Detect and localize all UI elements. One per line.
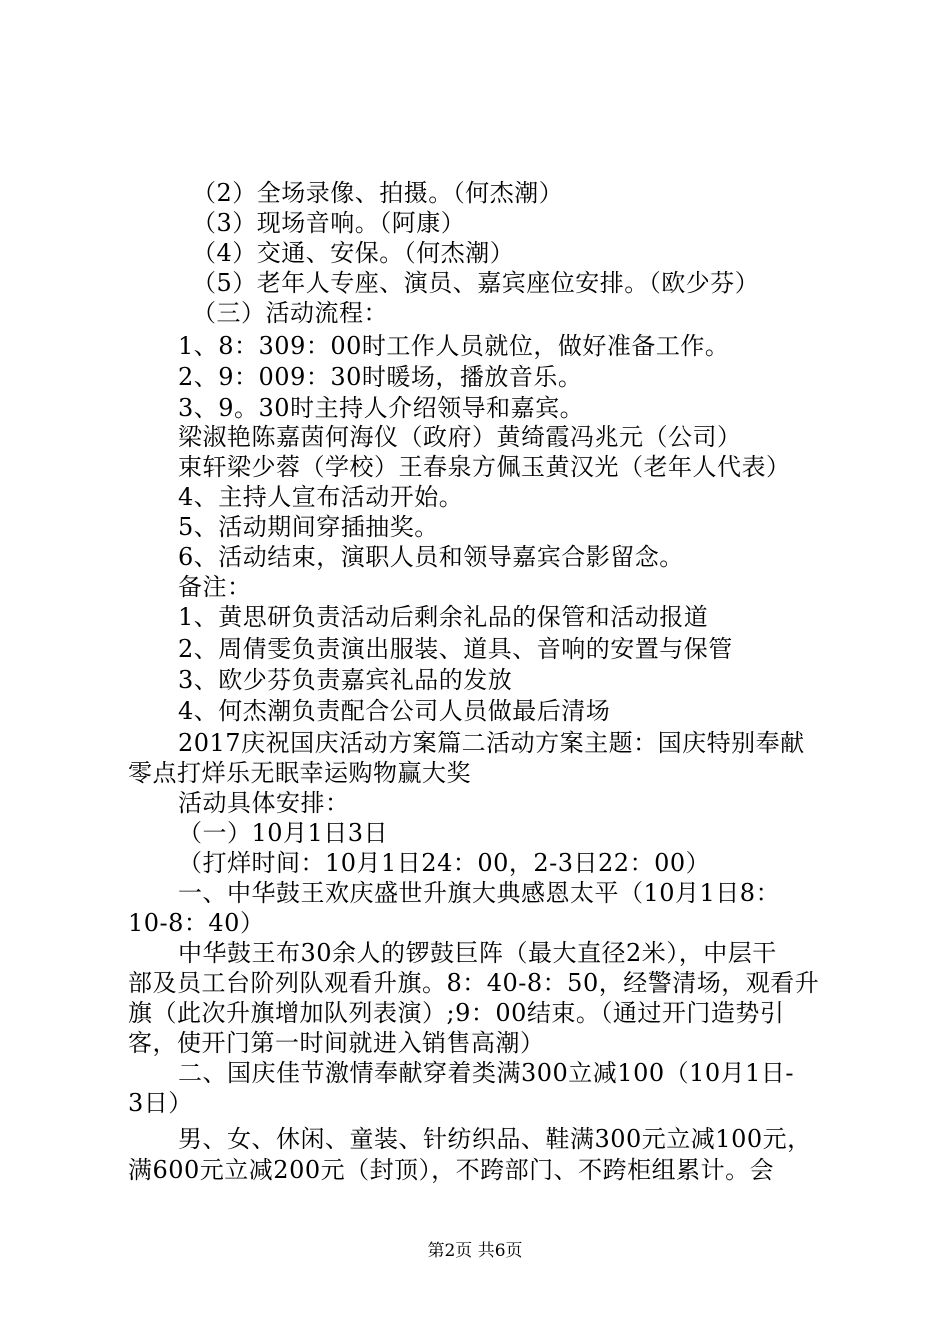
text-line: 5、活动期间穿插抽奖。 — [178, 513, 439, 541]
text-line: 旗（此次升旗增加队列表演）;9：00结束。（通过开门造势引 — [128, 999, 785, 1027]
text-line: （4）交通、安保。（何杰潮） — [192, 239, 515, 267]
text-line: 男、女、休闲、童装、针纺织品、鞋满300元立减100元， — [178, 1125, 812, 1153]
text-line: 客，使开门第一时间就进入销售高潮） — [128, 1029, 545, 1057]
text-line: 1、8：309：00时工作人员就位，做好准备工作。 — [178, 332, 730, 360]
text-line: （5）老年人专座、演员、嘉宾座位安排。（欧少芬） — [192, 269, 760, 297]
text-line: 满600元立减200元（封顶），不跨部门、不跨柜组累计。会 — [128, 1156, 775, 1184]
text-line: 2017庆祝国庆活动方案篇二活动方案主题：国庆特别奉献 — [178, 729, 805, 757]
text-line: 中华鼓王布30余人的锣鼓巨阵（最大直径2米），中层干 — [178, 939, 777, 967]
text-line: （打烊时间：10月1日24：00，2-3日22：00） — [178, 849, 711, 877]
text-line: 二、国庆佳节激情奉献穿着类满300立减100（10月1日- — [178, 1059, 795, 1087]
text-line: 10-8：40） — [128, 909, 265, 937]
text-line: （3）现场音响。（阿康） — [192, 209, 466, 237]
text-line: 活动具体安排： — [178, 789, 350, 817]
text-line: 3、欧少芬负责嘉宾礼品的发放 — [178, 666, 513, 694]
section-heading: （三）活动流程： — [192, 299, 388, 327]
text-line: 部及员工台阶列队观看升旗。8：40-8：50，经警清场，观看升 — [128, 969, 820, 997]
text-line: 2、9：009：30时暖场，播放音乐。 — [178, 363, 583, 391]
text-line: 4、何杰潮负责配合公司人员做最后清场 — [178, 697, 611, 725]
text-line: 3日） — [128, 1089, 193, 1117]
text-line: 6、活动结束，演职人员和领导嘉宾合影留念。 — [178, 543, 684, 571]
text-line: 零点打烊乐无眠幸运购物赢大奖 — [128, 759, 471, 787]
notes-heading: 备注： — [178, 573, 252, 601]
text-line: （一）10月1日3日 — [178, 819, 389, 847]
text-line: 一、中华鼓王欢庆盛世升旗大典感恩太平（10月1日8： — [178, 879, 781, 907]
text-line: 束轩梁少蓉（学校）王春泉方佩玉黄汉光（老年人代表） — [178, 453, 791, 481]
page-number: 第2页 共6页 — [427, 1241, 523, 1261]
text-line: 2、周倩雯负责演出服装、道具、音响的安置与保管 — [178, 635, 733, 663]
text-line: （2）全场录像、拍摄。（何杰潮） — [192, 179, 564, 207]
text-line: 4、主持人宣布活动开始。 — [178, 483, 464, 511]
text-line: 梁淑艳陈嘉茵何海仪（政府）黄绮霞冯兆元（公司） — [178, 423, 742, 451]
text-line: 3、9。30时主持人介绍领导和嘉宾。 — [178, 394, 585, 422]
text-line: 1、黄思研负责活动后剩余礼品的保管和活动报道 — [178, 603, 709, 631]
